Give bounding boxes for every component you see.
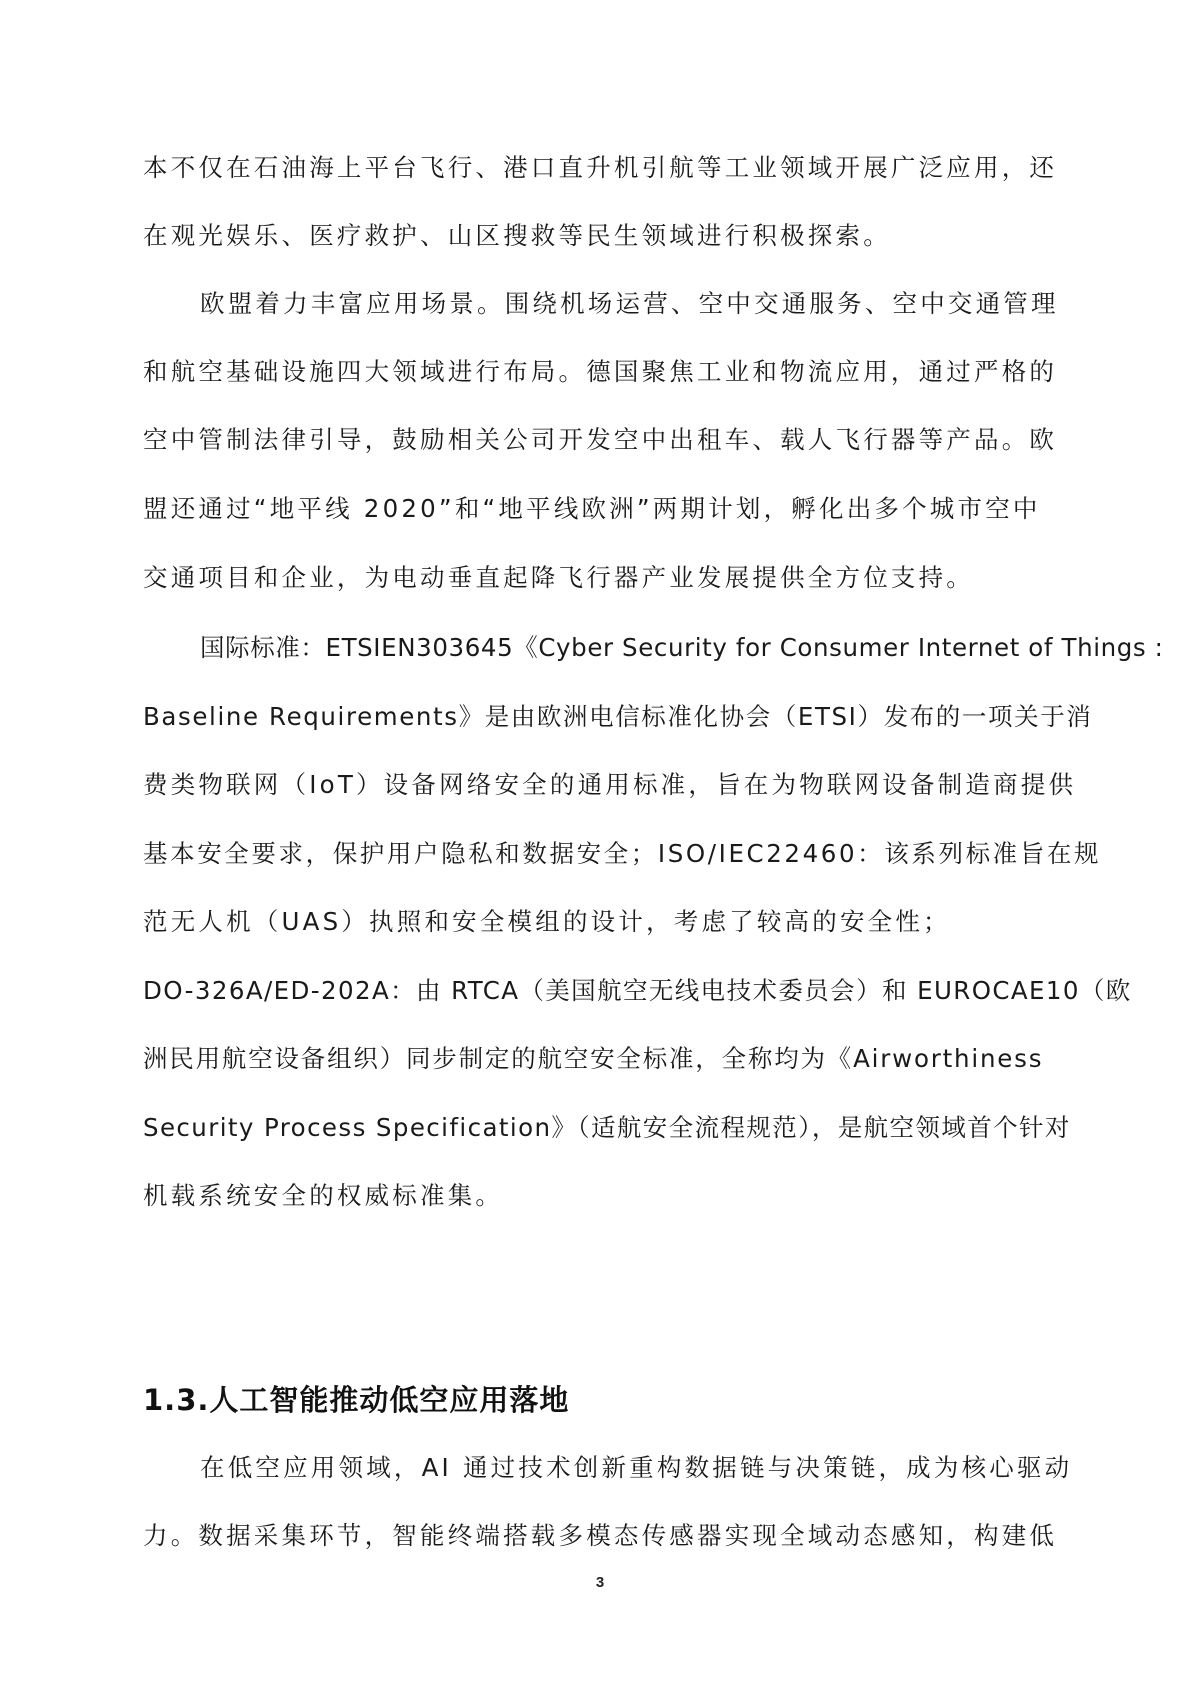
text-line: Security Process Specification》（适航安全流程规范），是航空领域首个针对 [143,1113,1071,1142]
text-line: 空中管制法律引导，鼓励相关公司开发空中出租车、载人飞行器等产品。欧 [143,425,1058,454]
text-line: 范无人机（UAS）执照和安全模组的设计，考虑了较高的安全性； [143,907,951,936]
text-line: 盟还通过“地平线 2020”和“地平线欧洲”两期计划，孵化出多个城市空中 [143,494,1041,523]
section-heading: 1.3.人工智能推动低空应用落地 [143,1383,570,1417]
text-line: 国际标准：ETSIEN303645《Cyber Security for Consumer Internet of Things : [200,633,1164,662]
text-line: 和航空基础设施四大领域进行布局。德国聚焦工业和物流应用，通过严格的 [143,357,1058,386]
text-line: 在观光娱乐、医疗救护、山区搜救等民生领域进行积极探索。 [143,221,891,250]
text-line: 费类物联网（IoT）设备网络安全的通用标准，旨在为物联网设备制造商提供 [143,770,1077,799]
page-number: 3 [595,1574,605,1591]
text-line: DO-326A/ED-202A：由 RTCA（美国航空无线电技术委员会）和 EUROCAE10（欧 [143,976,1132,1005]
text-line: 本不仅在石油海上平台飞行、港口直升机引航等工业领域开展广泛应用，还 [143,153,1058,182]
text-line: 力。数据采集环节，智能终端搭载多模态传感器实现全域动态感知，构建低 [143,1521,1058,1550]
text-line: 洲民用航空设备组织）同步制定的航空安全标准，全称均为《Airworthiness [143,1044,1044,1073]
text-line: 在低空应用领域，AI 通过技术创新重构数据链与决策链，成为核心驱动 [200,1453,1073,1482]
text-line: Baseline Requirements》是由欧洲电信标准化协会（ETSI）发布的一项关于消 [143,702,1093,731]
text-line: 交通项目和企业，为电动垂直起降飞行器产业发展提供全方位支持。 [143,563,974,592]
text-line: 基本安全要求，保护用户隐私和数据安全；ISO/IEC22460：该系列标准旨在规 [143,839,1102,868]
text-line: 机载系统安全的权威标准集。 [143,1181,504,1210]
text-line: 欧盟着力丰富应用场景。围绕机场运营、空中交通服务、空中交通管理 [200,289,1059,318]
